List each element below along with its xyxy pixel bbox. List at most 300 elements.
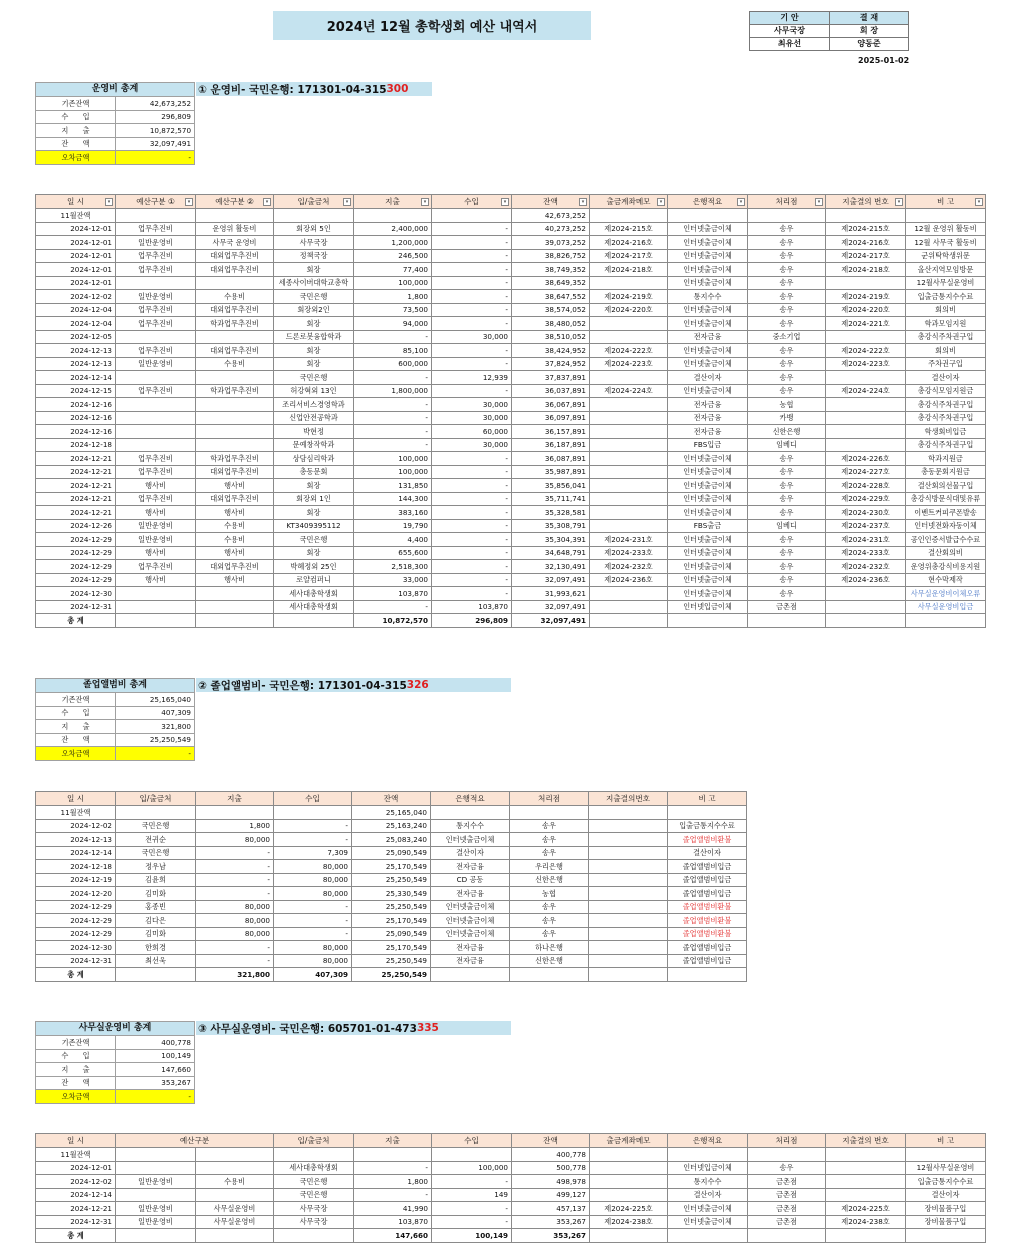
table-cell: 업무추진비 xyxy=(116,249,196,263)
table-row xyxy=(36,506,986,520)
summary-label: 오차금액 xyxy=(36,151,116,165)
total-cell xyxy=(510,968,589,982)
table-cell: 전자금융 xyxy=(668,330,748,344)
table-row xyxy=(36,249,986,263)
table-cell: 송우 xyxy=(748,317,826,331)
table-cell: 전귀순 xyxy=(116,833,196,847)
table-cell: 학과지원금 xyxy=(906,452,986,466)
table-row xyxy=(36,587,986,601)
table-cell: 김미화 xyxy=(116,927,196,941)
table-cell xyxy=(196,411,274,425)
table-cell: 입출금통지수수료 xyxy=(906,290,986,304)
table-cell xyxy=(668,806,747,820)
table-cell: 회장외2인 xyxy=(274,303,354,317)
table-cell: 39,073,252 xyxy=(512,236,590,250)
table-row xyxy=(36,438,986,452)
table-cell: 금촌점 xyxy=(748,1175,826,1189)
table-cell xyxy=(590,1188,668,1202)
table-cell: 2024-12-01 xyxy=(36,1161,116,1175)
summary-label: 오차금액 xyxy=(36,747,116,761)
column-header[interactable] xyxy=(512,195,590,209)
table-cell xyxy=(590,276,668,290)
table-cell: 2024-12-21 xyxy=(36,465,116,479)
column-header[interactable] xyxy=(589,792,668,806)
filter-dropdown-icon[interactable]: ▾ xyxy=(657,198,665,206)
total-cell xyxy=(589,968,668,982)
total-row xyxy=(36,614,986,628)
table-cell: 일반운영비 xyxy=(116,1215,196,1229)
table-cell: - xyxy=(196,941,274,955)
summary-label: 수 입 xyxy=(36,706,116,720)
table-cell: 38,647,552 xyxy=(512,290,590,304)
table-cell: 주차권구입 xyxy=(906,357,986,371)
total-cell xyxy=(668,614,748,628)
table-cell: 하나은행 xyxy=(510,941,589,955)
table-cell: - xyxy=(354,371,432,385)
column-header-label: 예산구분 xyxy=(179,1135,210,1145)
table-cell: 1,800,000 xyxy=(354,384,432,398)
table-cell: 국민은행 xyxy=(274,1175,354,1189)
table-cell: 학과업무추진비 xyxy=(196,317,274,331)
table-row xyxy=(36,927,747,941)
table-cell xyxy=(826,1175,906,1189)
table-row xyxy=(36,371,986,385)
column-header[interactable] xyxy=(826,1134,906,1148)
table-cell xyxy=(668,209,748,223)
column-header-label: 처리점 xyxy=(775,1135,798,1145)
table-cell xyxy=(116,600,196,614)
table-cell: - xyxy=(196,846,274,860)
summary-value: 25,250,549 xyxy=(116,733,195,747)
table-cell xyxy=(274,209,354,223)
filter-dropdown-icon[interactable]: ▾ xyxy=(501,198,509,206)
table-cell: 457,137 xyxy=(512,1202,590,1216)
table-cell xyxy=(826,425,906,439)
table-cell: 수용비 xyxy=(196,357,274,371)
table-cell: 37,824,952 xyxy=(512,357,590,371)
table-cell: 회장 xyxy=(274,317,354,331)
table-cell: 인터넷출금이체 xyxy=(668,222,748,236)
table-cell: 업무추진비 xyxy=(116,263,196,277)
table-cell xyxy=(590,479,668,493)
filter-dropdown-icon[interactable]: ▾ xyxy=(815,198,823,206)
table-row xyxy=(36,330,986,344)
table-cell: 인터넷입금이체 xyxy=(668,600,748,614)
table-cell: 대외업무추진비 xyxy=(196,465,274,479)
table-cell: 세사대총학생회 xyxy=(274,587,354,601)
table-cell: 인터넷출금이체 xyxy=(668,479,748,493)
table-cell: - xyxy=(432,317,512,331)
table-cell: 입출금통지수수료 xyxy=(668,819,747,833)
table-cell: 인터넷출금이체 xyxy=(668,236,748,250)
table-cell: 업무추진비 xyxy=(116,492,196,506)
table-cell: 수용비 xyxy=(196,290,274,304)
table-cell: 40,273,252 xyxy=(512,222,590,236)
column-header-label: 비 고 xyxy=(936,196,955,206)
table-cell: 전자금융 xyxy=(668,411,748,425)
table-cell: - xyxy=(432,222,512,236)
table-cell xyxy=(116,806,196,820)
summary-value: 147,660 xyxy=(116,1063,195,1077)
table-cell xyxy=(590,519,668,533)
page-title: 2024년 12월 총학생회 예산 내역서 xyxy=(273,11,591,40)
table-cell: 80,000 xyxy=(274,941,352,955)
column-header[interactable] xyxy=(748,195,826,209)
table-cell: 총강식주차권구입 xyxy=(906,411,986,425)
table-cell: 장비물품구입 xyxy=(906,1215,986,1229)
table-cell: 2024-12-13 xyxy=(36,833,116,847)
column-header[interactable] xyxy=(748,1134,826,1148)
table-cell: 제2024-229호 xyxy=(826,492,906,506)
column-header[interactable] xyxy=(196,195,274,209)
table-cell: 498,978 xyxy=(512,1175,590,1189)
total-row xyxy=(36,968,747,982)
total-cell xyxy=(590,614,668,628)
column-header[interactable] xyxy=(431,792,510,806)
table-cell: 송우 xyxy=(748,263,826,277)
column-header-label: 은행적요 xyxy=(455,793,485,803)
table-cell: 전자금융 xyxy=(668,398,748,412)
table-cell: 제2024-218호 xyxy=(590,263,668,277)
table-cell: 최선욱 xyxy=(116,954,196,968)
table-cell: 38,826,752 xyxy=(512,249,590,263)
table-cell: 30,000 xyxy=(432,411,512,425)
summary-label: 수 입 xyxy=(36,1049,116,1063)
table-cell: 회장 xyxy=(274,357,354,371)
filter-dropdown-icon[interactable]: ▾ xyxy=(421,198,429,206)
table-cell xyxy=(589,954,668,968)
column-header[interactable] xyxy=(354,195,432,209)
table-row xyxy=(36,465,986,479)
column-header[interactable] xyxy=(36,792,116,806)
table-cell: 행사비 xyxy=(196,573,274,587)
column-header[interactable] xyxy=(590,195,668,209)
table-cell: 인터넷출금이체 xyxy=(431,927,510,941)
table-cell: 인터넷출금이체 xyxy=(668,384,748,398)
table-cell: 80,000 xyxy=(196,927,274,941)
column-header[interactable] xyxy=(116,195,196,209)
column-header[interactable] xyxy=(116,792,196,806)
table-cell: 4,400 xyxy=(354,533,432,547)
table-cell: 수용비 xyxy=(196,533,274,547)
table-cell: 80,000 xyxy=(274,860,352,874)
table-cell: 국민은행 xyxy=(116,819,196,833)
summary-value: - xyxy=(116,151,195,165)
summary-title: 운영비 총계 xyxy=(36,83,195,97)
table-cell: 제2024-219호 xyxy=(826,290,906,304)
table-cell: 전자금융 xyxy=(668,425,748,439)
table-cell: 제2024-215호 xyxy=(590,222,668,236)
total-cell xyxy=(668,968,747,982)
column-header[interactable] xyxy=(116,1134,274,1148)
total-cell xyxy=(116,968,196,982)
filter-dropdown-icon[interactable]: ▾ xyxy=(263,198,271,206)
table-cell: 2024-12-30 xyxy=(36,941,116,955)
table-cell xyxy=(590,371,668,385)
table-cell: 송우 xyxy=(748,344,826,358)
table-cell: 제2024-223호 xyxy=(590,357,668,371)
table-cell: - xyxy=(432,276,512,290)
table-row xyxy=(36,914,747,928)
table-cell: 2024-12-14 xyxy=(36,371,116,385)
table-cell xyxy=(196,1148,274,1162)
column-header-label: 출금계좌메모 xyxy=(606,1135,651,1145)
approval-name-1: 최유선 xyxy=(750,38,830,51)
column-header[interactable] xyxy=(590,1134,668,1148)
table-cell: 제2024-223호 xyxy=(826,357,906,371)
column-header-label: 예산구분 ② xyxy=(215,196,254,206)
table-cell: 일반운영비 xyxy=(116,519,196,533)
table-cell xyxy=(589,873,668,887)
table-cell: 2024-12-02 xyxy=(36,290,116,304)
table-cell xyxy=(826,209,906,223)
table-cell xyxy=(826,398,906,412)
table-cell xyxy=(826,1188,906,1202)
table-cell: 36,037,891 xyxy=(512,384,590,398)
table-cell: 30,000 xyxy=(432,330,512,344)
column-header-label: 지출 xyxy=(227,793,242,803)
table-cell: 사무국 운영비 xyxy=(196,236,274,250)
table-cell: 사무국장 xyxy=(274,1202,354,1216)
column-header[interactable] xyxy=(36,1134,116,1148)
table-cell: - xyxy=(432,263,512,277)
column-header[interactable] xyxy=(432,1134,512,1148)
table-cell xyxy=(590,1161,668,1175)
column-header[interactable] xyxy=(510,792,589,806)
table-cell: - xyxy=(432,384,512,398)
filter-dropdown-icon[interactable]: ▾ xyxy=(185,198,193,206)
table-cell: 세사대총학생회 xyxy=(274,1161,354,1175)
table-cell: 19,790 xyxy=(354,519,432,533)
table-cell: 국민은행 xyxy=(274,1188,354,1202)
table-row xyxy=(36,492,986,506)
table-cell: 제2024-221호 xyxy=(826,317,906,331)
table-cell: 전자금융 xyxy=(431,887,510,901)
table-row xyxy=(36,236,986,250)
table-cell: 입출금통지수수료 xyxy=(906,1175,986,1189)
column-header[interactable] xyxy=(826,195,906,209)
table-cell: 149 xyxy=(432,1188,512,1202)
table-cell: 2024-12-29 xyxy=(36,900,116,914)
table-cell xyxy=(590,465,668,479)
table-cell: 사무실운영비 xyxy=(196,1215,274,1229)
table-cell: - xyxy=(432,236,512,250)
table-cell: 송우 xyxy=(510,927,589,941)
table-cell: 총강식모임지원금 xyxy=(906,384,986,398)
column-header-label: 수입 xyxy=(464,1135,479,1145)
table-cell: 2024-12-26 xyxy=(36,519,116,533)
table-cell: 2024-12-01 xyxy=(36,263,116,277)
table-cell: 행사비 xyxy=(196,479,274,493)
table-row xyxy=(36,573,986,587)
summary-label: 잔 액 xyxy=(36,1076,116,1090)
table-cell: CD 공동 xyxy=(431,873,510,887)
table-cell: 2024-12-04 xyxy=(36,317,116,331)
table-cell: 송우 xyxy=(748,384,826,398)
summary-label: 잔 액 xyxy=(36,137,116,151)
table-cell: 송우 xyxy=(748,290,826,304)
table-cell xyxy=(590,506,668,520)
column-header[interactable] xyxy=(668,195,748,209)
table-cell xyxy=(826,438,906,452)
table-cell: 회장 xyxy=(274,506,354,520)
table-cell: 제2024-224호 xyxy=(590,384,668,398)
column-header[interactable] xyxy=(906,1134,986,1148)
table-cell: 임베디 xyxy=(748,519,826,533)
table-cell xyxy=(590,398,668,412)
table-cell: 우리은행 xyxy=(510,860,589,874)
table-row xyxy=(36,384,986,398)
table-cell: 2024-12-31 xyxy=(36,1215,116,1229)
table-cell xyxy=(826,411,906,425)
column-header-label: 예산구분 ① xyxy=(136,196,175,206)
table-cell: 제2024-231호 xyxy=(590,533,668,547)
column-header[interactable] xyxy=(274,792,352,806)
table-cell: - xyxy=(432,519,512,533)
filter-dropdown-icon[interactable]: ▾ xyxy=(737,198,745,206)
table-cell: 2024-12-05 xyxy=(36,330,116,344)
summary-value: 32,097,491 xyxy=(116,137,195,151)
table-row xyxy=(36,806,747,820)
total-cell xyxy=(590,1229,668,1243)
table-cell xyxy=(590,1175,668,1189)
table-row xyxy=(36,222,986,236)
table-cell: 장비물품구입 xyxy=(906,1202,986,1216)
table-row xyxy=(36,900,747,914)
table-cell: 인터넷출금이체 xyxy=(668,465,748,479)
table-cell: 600,000 xyxy=(354,357,432,371)
table-cell xyxy=(589,927,668,941)
filter-dropdown-icon[interactable]: ▾ xyxy=(975,198,983,206)
table-cell: 353,267 xyxy=(512,1215,590,1229)
column-header[interactable] xyxy=(906,195,986,209)
table-cell: 졸업앨범비환불 xyxy=(668,833,747,847)
ledger-table xyxy=(35,791,747,982)
column-header[interactable] xyxy=(352,792,431,806)
column-header-label: 잔액 xyxy=(383,793,399,803)
table-cell: 송우 xyxy=(510,833,589,847)
summary-value: 42,673,252 xyxy=(116,97,195,111)
table-cell xyxy=(589,941,668,955)
total-cell: 총 계 xyxy=(36,1229,116,1243)
table-cell: 인터넷출금이체 xyxy=(668,344,748,358)
table-cell: 제2024-228호 xyxy=(826,479,906,493)
table-cell: 사무실운영비이체오류 xyxy=(906,587,986,601)
column-header[interactable] xyxy=(274,195,354,209)
table-cell xyxy=(906,1148,986,1162)
summary-label: 수 입 xyxy=(36,110,116,124)
table-cell: 전자금융 xyxy=(431,954,510,968)
filter-dropdown-icon[interactable]: ▾ xyxy=(579,198,587,206)
table-cell: 100,000 xyxy=(354,452,432,466)
table-cell xyxy=(589,914,668,928)
total-cell xyxy=(906,1229,986,1243)
table-cell: 2024-12-02 xyxy=(36,1175,116,1189)
column-header-label: 지출 xyxy=(385,1135,400,1145)
table-cell xyxy=(589,806,668,820)
table-cell: 35,308,791 xyxy=(512,519,590,533)
table-cell: 제2024-237호 xyxy=(826,519,906,533)
table-cell: 2024-12-18 xyxy=(36,438,116,452)
table-cell: 2024-12-29 xyxy=(36,533,116,547)
table-cell: 12월사무실운영비 xyxy=(906,1161,986,1175)
column-header[interactable] xyxy=(668,1134,748,1148)
table-row xyxy=(36,1202,986,1216)
table-cell xyxy=(589,846,668,860)
table-cell: 군위탁학생위문 xyxy=(906,249,986,263)
table-cell: 일반운영비 xyxy=(116,236,196,250)
total-cell xyxy=(116,614,196,628)
table-cell: 행사비 xyxy=(196,546,274,560)
column-header[interactable] xyxy=(196,792,274,806)
table-cell: 77,400 xyxy=(354,263,432,277)
table-cell: 송우 xyxy=(748,357,826,371)
table-cell: 대외업무추진비 xyxy=(196,492,274,506)
table-cell: 80,000 xyxy=(196,900,274,914)
column-header-label: 지출결의번호 xyxy=(605,793,650,803)
column-header[interactable] xyxy=(668,792,747,806)
table-cell xyxy=(196,438,274,452)
table-cell: 농협 xyxy=(510,887,589,901)
table-cell: - xyxy=(274,833,352,847)
table-cell: 제2024-218호 xyxy=(826,263,906,277)
table-cell xyxy=(590,587,668,601)
table-cell: 카뱅 xyxy=(748,411,826,425)
table-cell: 인터넷출금이체 xyxy=(668,587,748,601)
table-cell: 34,648,791 xyxy=(512,546,590,560)
column-header-label: 입/출금처 xyxy=(139,793,172,803)
table-cell xyxy=(432,1148,512,1162)
table-cell: 2024-12-01 xyxy=(36,249,116,263)
column-header[interactable] xyxy=(36,195,116,209)
column-header[interactable] xyxy=(512,1134,590,1148)
table-cell: 인터넷출금이체 xyxy=(668,263,748,277)
table-cell xyxy=(589,860,668,874)
total-row xyxy=(36,1229,986,1243)
table-cell: 졸업앨범비환불 xyxy=(668,927,747,941)
table-cell xyxy=(196,330,274,344)
table-cell: 졸업앨범비입금 xyxy=(668,860,747,874)
table-cell: 제2024-225호 xyxy=(590,1202,668,1216)
table-cell: 전자금융 xyxy=(431,860,510,874)
filter-dropdown-icon[interactable]: ▾ xyxy=(343,198,351,206)
table-cell: 국민은행 xyxy=(274,290,354,304)
table-cell xyxy=(748,209,826,223)
filter-dropdown-icon[interactable]: ▾ xyxy=(105,198,113,206)
table-cell: FBS출금 xyxy=(668,519,748,533)
table-row xyxy=(36,546,986,560)
column-header[interactable] xyxy=(274,1134,354,1148)
table-cell: 2024-12-20 xyxy=(36,887,116,901)
table-cell xyxy=(196,806,274,820)
column-header-label: 일 시 xyxy=(66,1135,85,1145)
table-cell: - xyxy=(354,1161,432,1175)
table-cell: - xyxy=(432,303,512,317)
table-cell: 38,480,052 xyxy=(512,317,590,331)
table-cell: 2024-12-14 xyxy=(36,1188,116,1202)
filter-dropdown-icon[interactable]: ▾ xyxy=(895,198,903,206)
table-cell: 학과업무추진비 xyxy=(196,384,274,398)
column-header[interactable] xyxy=(354,1134,432,1148)
table-cell: 655,600 xyxy=(354,546,432,560)
column-header-label: 비 고 xyxy=(936,1135,955,1145)
table-cell: 졸업앨범비환불 xyxy=(668,900,747,914)
table-cell: 세종사이버대학교총학 xyxy=(274,276,354,290)
column-header[interactable] xyxy=(432,195,512,209)
table-cell: 인터넷출금이체 xyxy=(668,317,748,331)
table-cell: 33,000 xyxy=(354,573,432,587)
summary-table xyxy=(35,678,195,761)
